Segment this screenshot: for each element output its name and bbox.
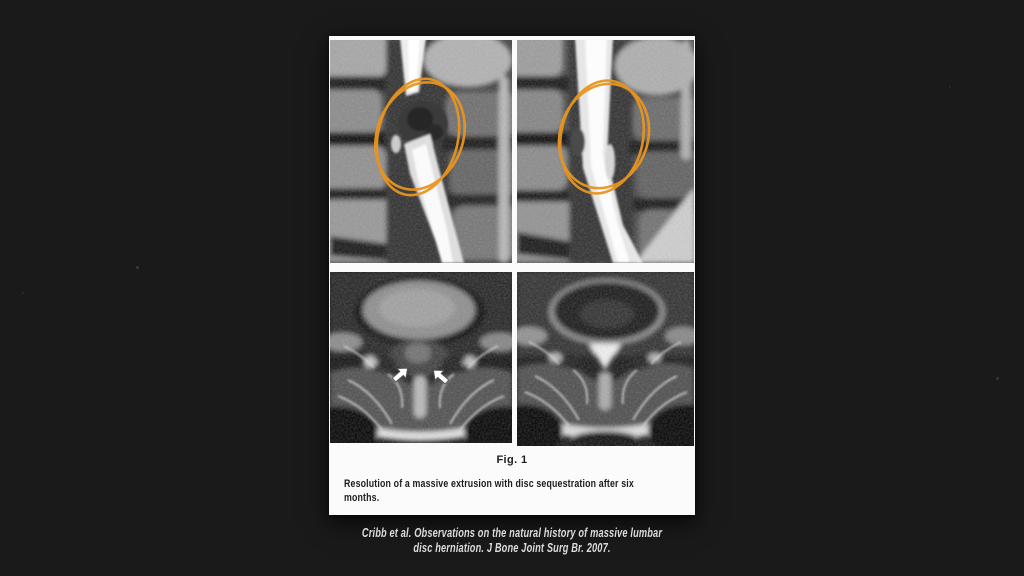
background-speck [996, 377, 999, 380]
mri-axial-resolved-image [517, 272, 694, 446]
mri-axial-sequestration-image [330, 272, 512, 443]
mri-sagittal-extrusion-image [330, 40, 512, 263]
mri-sagittal-resolved-graphic [517, 40, 694, 263]
figure-caption [344, 478, 688, 505]
mri-sagittal-resolved-image [517, 40, 694, 263]
background-speck [22, 292, 24, 294]
citation-line1: Cribb et al. Observations on the natural history of massive lumbar [361, 526, 663, 540]
background-speck [136, 266, 139, 269]
mri-sagittal-extrusion-graphic [330, 40, 512, 263]
journal-figure-panel [329, 36, 695, 515]
background-speck [949, 86, 951, 88]
mri-axial-sequestration-graphic [330, 272, 512, 443]
figure-label: Fig. 1 [496, 454, 528, 466]
citation-line2: disc herniation. J Bone Joint Surg Br. 2007. [413, 541, 611, 555]
figure-caption-line2: months. [344, 491, 380, 504]
citation [133, 526, 891, 556]
figure-caption-line1: Resolution of a massive extrusion with disc sequestration after six [344, 478, 634, 490]
mri-axial-resolved-graphic [517, 272, 694, 446]
